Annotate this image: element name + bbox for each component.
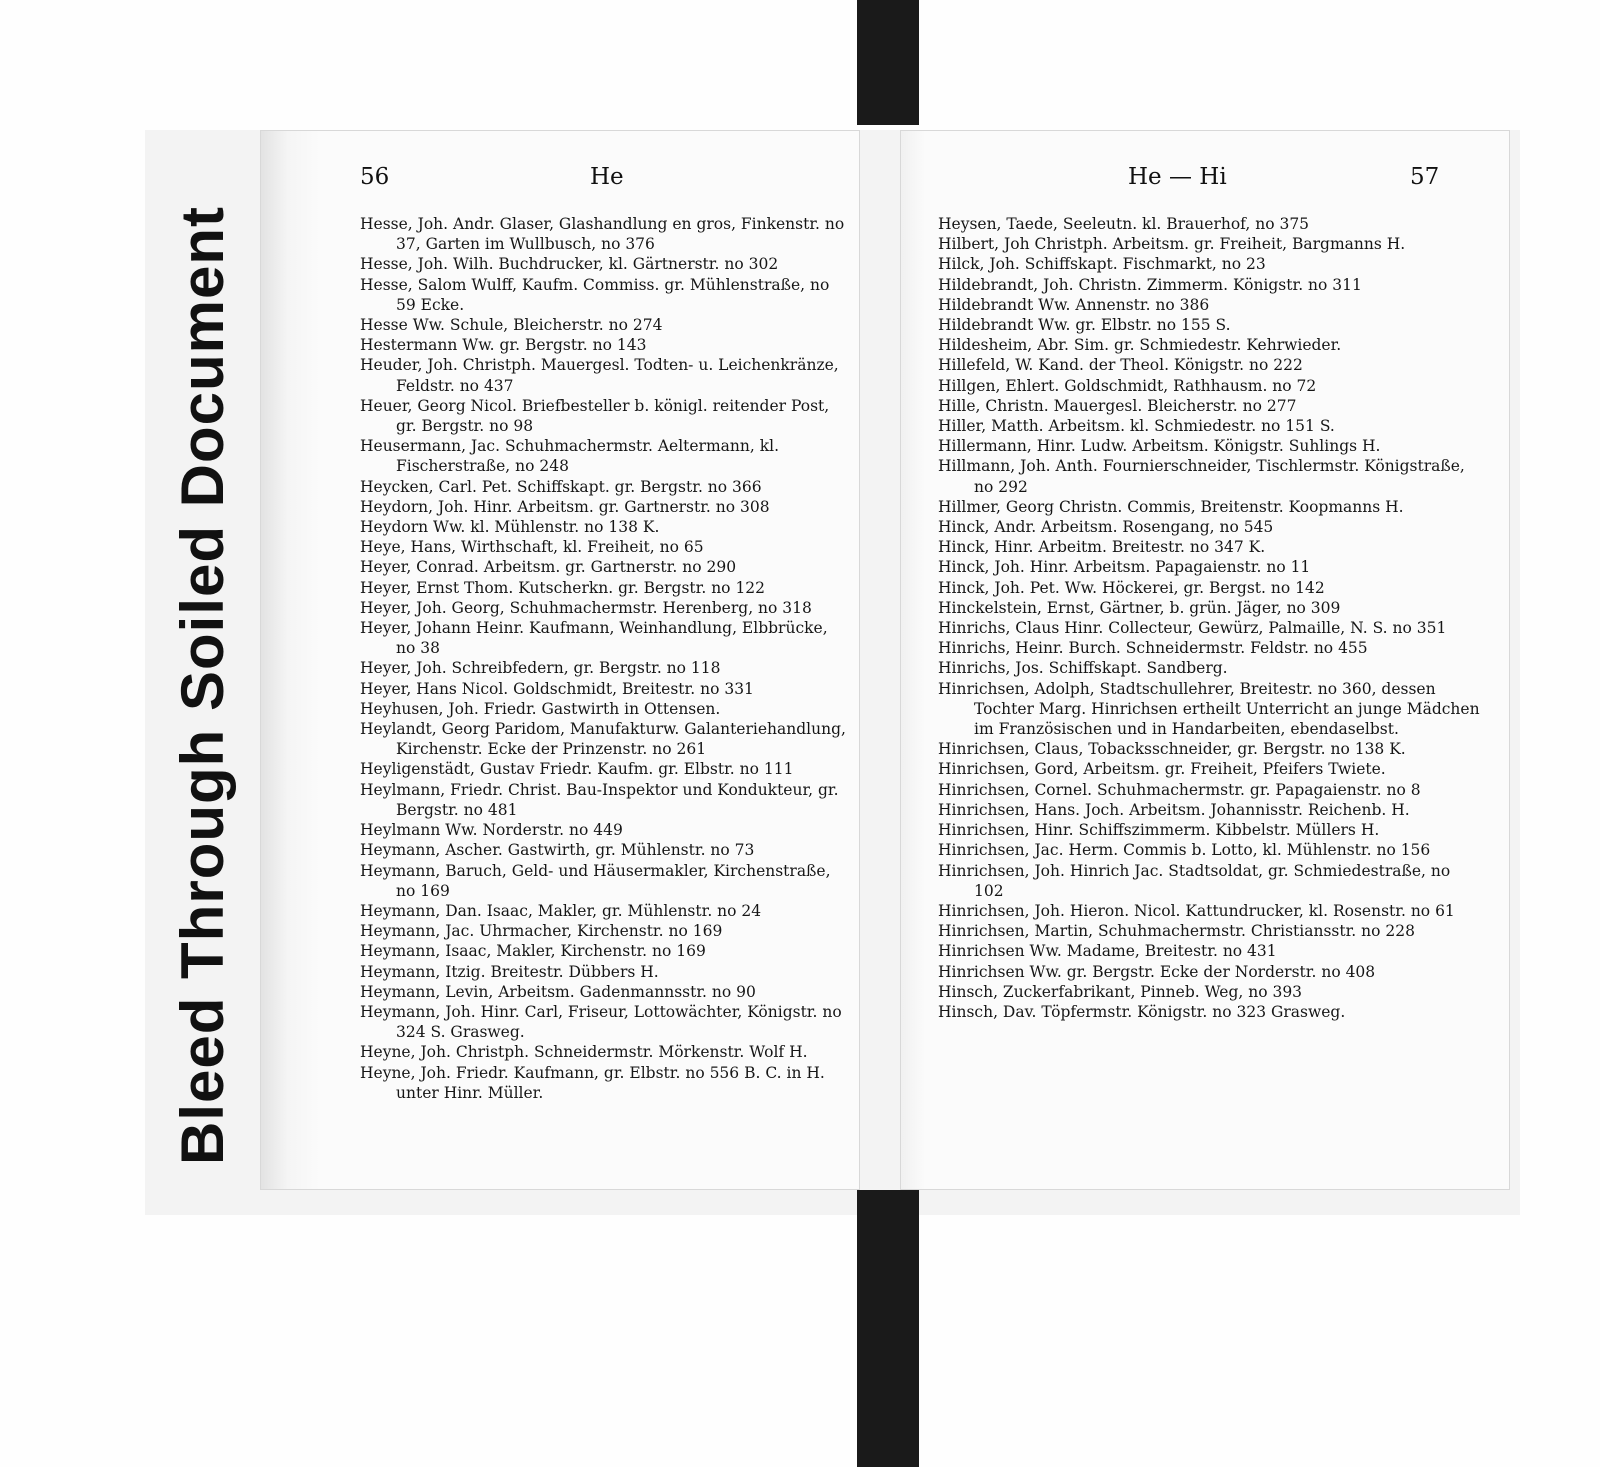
- directory-entry: Hinck, Andr. Arbeitsm. Rosengang, no 545: [938, 518, 1274, 537]
- directory-entry: Hildebrandt Ww. gr. Elbstr. no 155 S.: [938, 316, 1231, 335]
- directory-entry: Heyer, Ernst Thom. Kutscherkn. gr. Bergstr. no 122: [360, 578, 766, 597]
- directory-entry: Hinrichsen, Hans. Joch. Arbeitsm. Johannisstr. Reichenb. H.: [938, 800, 1410, 819]
- directory-entry: Hesse, Joh. Andr. Glaser, Glashandlung en gros, Finkenstr. no 37, Garten im Wullbusch, no 376: [360, 215, 845, 254]
- directory-entry: Hillmer, Georg Christn. Commis, Breitenstr. Koopmanns H.: [938, 497, 1404, 516]
- directory-entry: Heyligenstädt, Gustav Friedr. Kaufm. gr. Elbstr. no 111: [360, 760, 794, 779]
- directory-entry: Heusermann, Jac. Schuhmachermstr. Aeltermann, kl. Fischerstraße, no 248: [360, 437, 779, 476]
- directory-entry: Heylandt, Georg Paridom, Manufakturw. Galanteriehandlung, Kirchenstr. Ecke der Prinzenstr. no 261: [360, 720, 846, 759]
- directory-entry: Heyne, Joh. Friedr. Kaufmann, gr. Elbstr. no 556 B. C. in H. unter Hinr. Müller.: [360, 1063, 825, 1102]
- left-entry-list: [360, 214, 850, 1103]
- directory-entry: Heysen, Taede, Seeleutn. kl. Brauerhof, no 375: [938, 215, 1310, 233]
- left-running-head: He: [590, 164, 624, 190]
- directory-entry: Hiller, Matth. Arbeitsm. kl. Schmiedestr. no 151 S.: [938, 417, 1335, 436]
- directory-entry: Heymann, Dan. Isaac, Makler, gr. Mühlenstr. no 24: [360, 901, 762, 920]
- directory-entry: Hinrichsen, Cornel. Schuhmachermstr. gr. Papagaienstr. no 8: [938, 780, 1421, 799]
- directory-entry: Heydorn, Joh. Hinr. Arbeitsm. gr. Gartnerstr. no 308: [360, 497, 770, 516]
- directory-entry: Hinck, Joh. Pet. Ww. Höckerei, gr. Bergst. no 142: [938, 578, 1325, 597]
- directory-entry: Heuder, Joh. Christph. Mauergesl. Todten- u. Leichenkränze, Feldstr. no 437: [360, 356, 839, 395]
- directory-entry: Heyer, Hans Nicol. Goldschmidt, Breitestr. no 331: [360, 679, 754, 698]
- directory-entry: Hinrichsen, Adolph, Stadtschullehrer, Breitestr. no 360, dessen Tochter Marg. Hinrichsen ertheilt Unterricht an junge Mädchen im Französischen und in Handarbeiten, ebendaselbst.: [938, 679, 1480, 739]
- left-page: [260, 130, 860, 1190]
- directory-entry: Hilck, Joh. Schiffskapt. Fischmarkt, no 23: [938, 255, 1266, 274]
- binding-bar-bottom: [857, 1190, 919, 1467]
- directory-entry: Heyer, Johann Heinr. Kaufmann, Weinhandlung, Elbbrücke, no 38: [360, 619, 828, 658]
- directory-entry: Heylmann Ww. Norderstr. no 449: [360, 821, 623, 840]
- directory-entry: Hinrichsen Ww. gr. Bergstr. Ecke der Norderstr. no 408: [938, 962, 1376, 981]
- directory-entry: Heyer, Conrad. Arbeitsm. gr. Gartnerstr. no 290: [360, 558, 737, 577]
- directory-entry: Heymann, Ascher. Gastwirth, gr. Mühlenstr. no 73: [360, 841, 755, 860]
- directory-entry: Hinrichsen Ww. Madame, Breitestr. no 431: [938, 942, 1277, 961]
- directory-entry: Heuer, Georg Nicol. Briefbesteller b. königl. reitender Post, gr. Bergstr. no 98: [360, 396, 830, 436]
- directory-entry: Heyer, Joh. Georg, Schuhmachermstr. Herenberg, no 318: [360, 598, 812, 617]
- directory-entry: Heycken, Carl. Pet. Schiffskapt. gr. Bergstr. no 366: [360, 477, 762, 496]
- directory-entry: Hinrichs, Claus Hinr. Collecteur, Gewürz, Palmaille, N. S. no 351: [938, 619, 1447, 638]
- directory-entry: Heye, Hans, Wirthschaft, kl. Freiheit, no 65: [360, 538, 704, 557]
- directory-entry: Hinrichsen, Jac. Herm. Commis b. Lotto, kl. Mühlenstr. no 156: [938, 841, 1431, 860]
- directory-entry: Hildebrandt, Joh. Christn. Zimmerm. Königstr. no 311: [938, 275, 1362, 294]
- directory-entry: Hinsch, Dav. Töpfermstr. Königstr. no 323 Grasweg.: [938, 1002, 1346, 1021]
- directory-entry: Heymann, Isaac, Makler, Kirchenstr. no 169: [360, 942, 706, 961]
- directory-entry: Hillefeld, W. Kand. der Theol. Königstr. no 222: [938, 356, 1303, 375]
- directory-entry: Hinrichs, Heinr. Burch. Schneidermstr. Feldstr. no 455: [938, 639, 1368, 658]
- right-entry-list: [938, 214, 1483, 1022]
- right-running-head: He — Hi: [1128, 164, 1227, 190]
- directory-entry: Heymann, Jac. Uhrmacher, Kirchenstr. no 169: [360, 922, 723, 941]
- directory-entry: Hinsch, Zuckerfabrikant, Pinneb. Weg, no 393: [938, 982, 1303, 1001]
- directory-entry: Heylmann, Friedr. Christ. Bau-Inspektor und Kondukteur, gr. Bergstr. no 481: [360, 780, 839, 819]
- directory-entry: Hinrichsen, Joh. Hieron. Nicol. Kattundrucker, kl. Rosenstr. no 61: [938, 901, 1455, 920]
- directory-entry: Hinrichsen, Claus, Tobacksschneider, gr. Bergstr. no 138 K.: [938, 740, 1406, 759]
- directory-entry: Hesse, Joh. Wilh. Buchdrucker, kl. Gärtnerstr. no 302: [360, 255, 779, 274]
- directory-entry: Hinrichs, Jos. Schiffskapt. Sandberg.: [938, 659, 1228, 678]
- directory-entry: Heymann, Levin, Arbeitsm. Gadenmannsstr. no 90: [360, 982, 756, 1001]
- left-page-number: 56: [360, 164, 390, 190]
- directory-entry: Hildesheim, Abr. Sim. gr. Schmiedestr. Kehrwieder.: [938, 336, 1342, 355]
- binding-bar-top: [857, 0, 919, 125]
- directory-entry: Hillmann, Joh. Anth. Fournierschneider, Tischlermstr. Königstraße, no 292: [938, 457, 1465, 496]
- directory-entry: Hinck, Hinr. Arbeitm. Breitestr. no 347 K.: [938, 538, 1266, 557]
- directory-entry: Hillermann, Hinr. Ludw. Arbeitsm. Königstr. Suhlings H.: [938, 437, 1381, 456]
- directory-entry: Hesse, Salom Wulff, Kaufm. Commiss. gr. Mühlenstraße, no 59 Ecke.: [360, 275, 830, 314]
- directory-entry: Heymann, Joh. Hinr. Carl, Friseur, Lottowächter, Königstr. no 324 S. Grasweg.: [360, 1002, 842, 1042]
- directory-entry: Hille, Christn. Mauergesl. Bleicherstr. no 277: [938, 396, 1297, 415]
- bleed-through-stamp: Bleed Through Soiled Document: [169, 205, 236, 1165]
- directory-entry: Heyhusen, Joh. Friedr. Gastwirth in Ottensen.: [360, 699, 721, 718]
- directory-entry: Heymann, Baruch, Geld- und Häusermakler, Kirchenstraße, no 169: [360, 861, 831, 900]
- directory-entry: Heymann, Itzig. Breitestr. Dübbers H.: [360, 962, 659, 981]
- directory-entry: Hinrichsen, Joh. Hinrich Jac. Stadtsoldat, gr. Schmiedestraße, no 102: [938, 861, 1451, 900]
- right-page-number: 57: [1410, 164, 1440, 190]
- directory-entry: Hesse Ww. Schule, Bleicherstr. no 274: [360, 316, 663, 335]
- directory-entry: Hinckelstein, Ernst, Gärtner, b. grün. Jäger, no 309: [938, 598, 1341, 617]
- directory-entry: Heyer, Joh. Schreibfedern, gr. Bergstr. no 118: [360, 659, 721, 678]
- directory-entry: Hinrichsen, Martin, Schuhmachermstr. Christiansstr. no 228: [938, 922, 1415, 941]
- directory-entry: Hestermann Ww. gr. Bergstr. no 143: [360, 336, 647, 355]
- directory-entry: Hinrichsen, Gord, Arbeitsm. gr. Freiheit, Pfeifers Twiete.: [938, 760, 1386, 779]
- directory-entry: Hilbert, Joh Christph. Arbeitsm. gr. Freiheit, Bargmanns H.: [938, 235, 1406, 254]
- directory-entry: Heydorn Ww. kl. Mühlenstr. no 138 K.: [360, 518, 660, 537]
- directory-entry: Hinrichsen, Hinr. Schiffszimmerm. Kibbelstr. Müllers H.: [938, 821, 1380, 840]
- directory-entry: Heyne, Joh. Christph. Schneidermstr. Mörkenstr. Wolf H.: [360, 1043, 808, 1062]
- directory-entry: Hillgen, Ehlert. Goldschmidt, Rathhausm. no 72: [938, 376, 1317, 395]
- right-page: [900, 130, 1510, 1190]
- directory-entry: Hildebrandt Ww. Annenstr. no 386: [938, 295, 1210, 314]
- directory-entry: Hinck, Joh. Hinr. Arbeitsm. Papagaienstr. no 11: [938, 558, 1311, 577]
